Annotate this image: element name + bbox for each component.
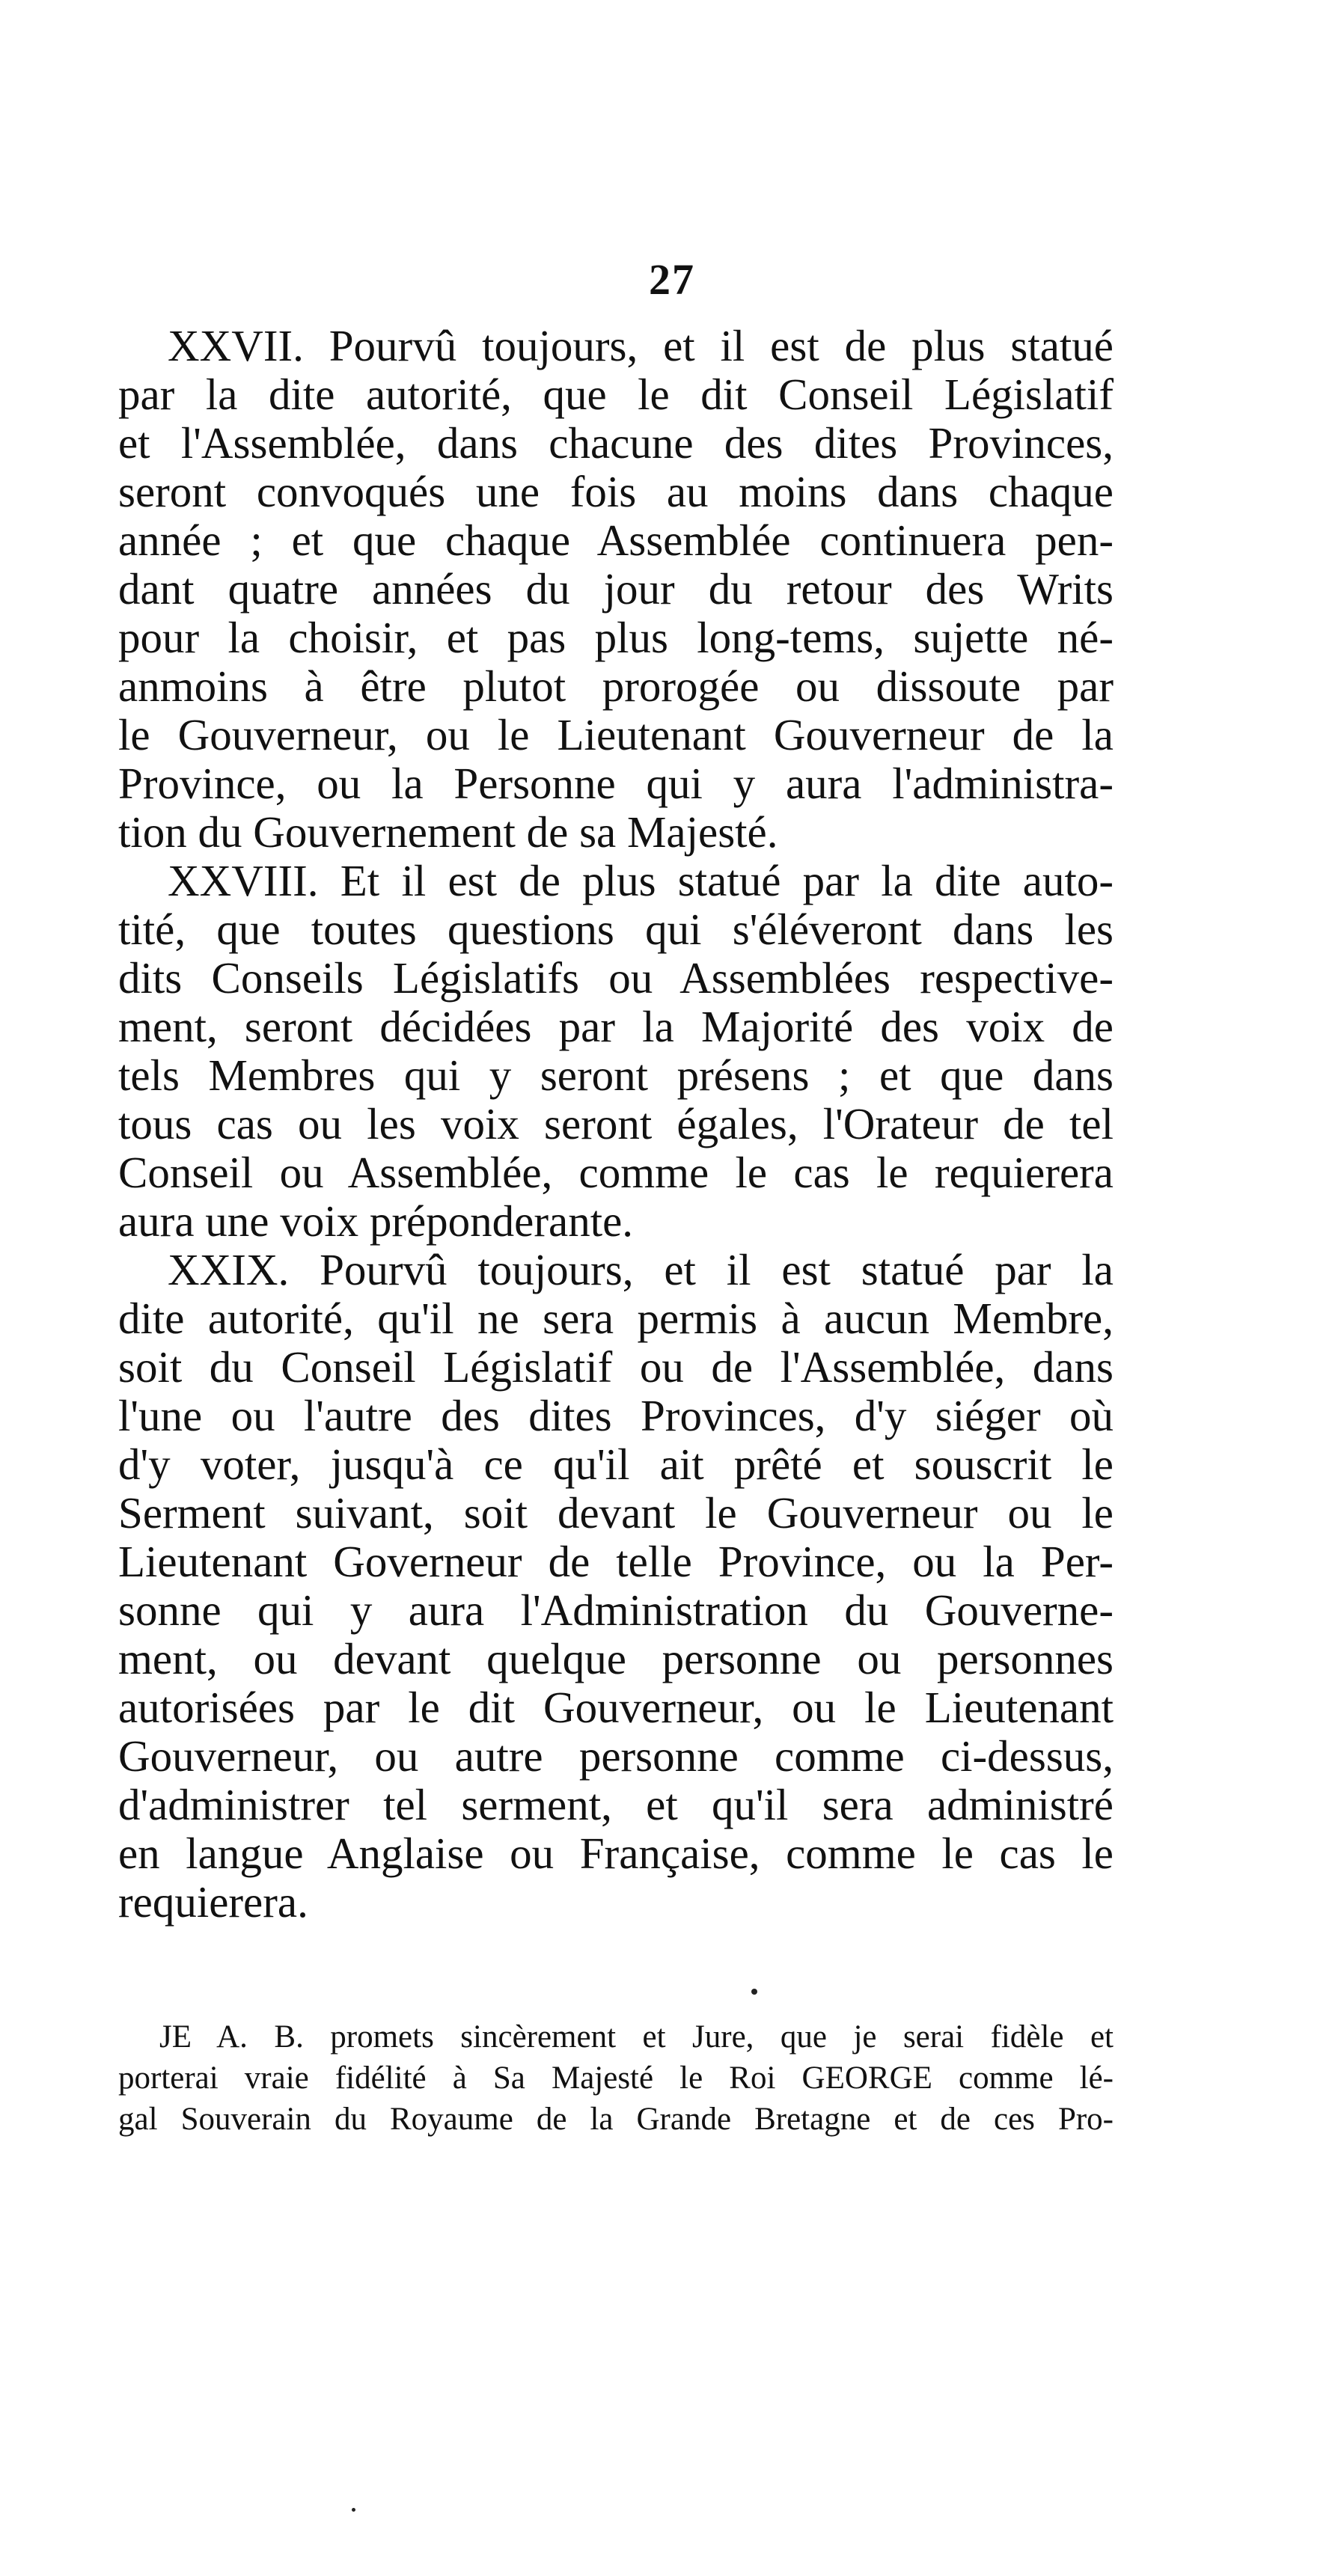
text-line: XXIX. Pourvû toujours, et il est statué par la [168,1245,1114,1294]
text-line: le Gouverneur, ou le Lieutenant Gouverneur de la [118,710,1114,759]
paragraph-xxvii [118,322,1114,857]
text-line: année ; et que chaque Assemblée continuera pen- [118,515,1114,565]
text-line: d'administrer tel serment, et qu'il sera administré [118,1780,1114,1829]
text-line: aura une voix préponderante. [118,1196,634,1246]
text-line: sonne qui y aura l'Administration du Gouverne- [118,1585,1114,1635]
text-line: autorisées par le dit Gouverneur, ou le Lieutenant [118,1683,1114,1732]
note-line: porterai vraie fidélité à Sa Majesté le Roi GEORGE comme lé- [118,2061,1114,2096]
text-line: anmoins à être plutot prorogée ou dissoute par [118,661,1114,711]
body-text [118,322,1114,1927]
note-line: JE A. B. promets sincèrement et Jure, que je serai fidèle et [159,2019,1114,2055]
text-line: dant quatre années du jour du retour des Writs [118,564,1114,614]
text-line: Serment suivant, soit devant le Gouverneur ou le [118,1488,1114,1538]
text-line: par la dite autorité, que le dit Conseil Législatif [118,370,1114,419]
text-line: et l'Assemblée, dans chacune des dites Provinces, [118,418,1114,468]
text-line: soit du Conseil Législatif ou de l'Assemblée, dans [118,1342,1114,1392]
text-line: tous cas ou les voix seront égales, l'Orateur de tel [118,1099,1114,1148]
text-line: requierera. [118,1877,308,1927]
text-line: l'une ou l'autre des dites Provinces, d'y siéger où [118,1391,1114,1440]
paragraph-xxix [118,1246,1114,1927]
paragraph-xxviii [118,857,1114,1246]
text-line: seront convoqués une fois au moins dans chaque [118,467,1114,516]
text-line: Gouverneur, ou autre personne comme ci-dessus, [118,1731,1114,1781]
text-line: pour la choisir, et pas plus long-tems, sujette né- [118,613,1114,662]
note-line: gal Souverain du Royaume de la Grande Bretagne et de ces Pro- [118,2102,1114,2137]
ink-speck [751,1989,757,1995]
ink-speck [352,2508,355,2512]
text-line: Province, ou la Personne qui y aura l'administra- [118,759,1114,808]
page-number: 27 [649,255,695,304]
text-line: XXVII. Pourvû toujours, et il est de plus statué [168,321,1114,370]
text-line: Lieutenant Governeur de telle Province, ou la Per- [118,1537,1114,1586]
text-line: tion du Gouvernement de sa Majesté. [118,807,778,857]
text-line: ment, ou devant quelque personne ou personnes [118,1634,1114,1683]
text-line: Conseil ou Assemblée, comme le cas le requierera [118,1148,1114,1197]
text-line: tels Membres qui y seront présens ; et que dans [118,1050,1114,1100]
text-line: dite autorité, qu'il ne sera permis à aucun Membre, [118,1294,1114,1343]
text-line: tité, que toutes questions qui s'éléveront dans les [118,905,1114,954]
text-line: en langue Anglaise ou Française, comme le cas le [118,1829,1114,1878]
text-line: ment, seront décidées par la Majorité des voix de [118,1002,1114,1051]
oath-note [118,2016,1114,2140]
text-line: XXVIII. Et il est de plus statué par la dite auto- [168,856,1114,905]
text-line: dits Conseils Législatifs ou Assemblées respective- [118,953,1114,1003]
text-line: d'y voter, jusqu'à ce qu'il ait prêté et souscrit le [118,1440,1114,1489]
